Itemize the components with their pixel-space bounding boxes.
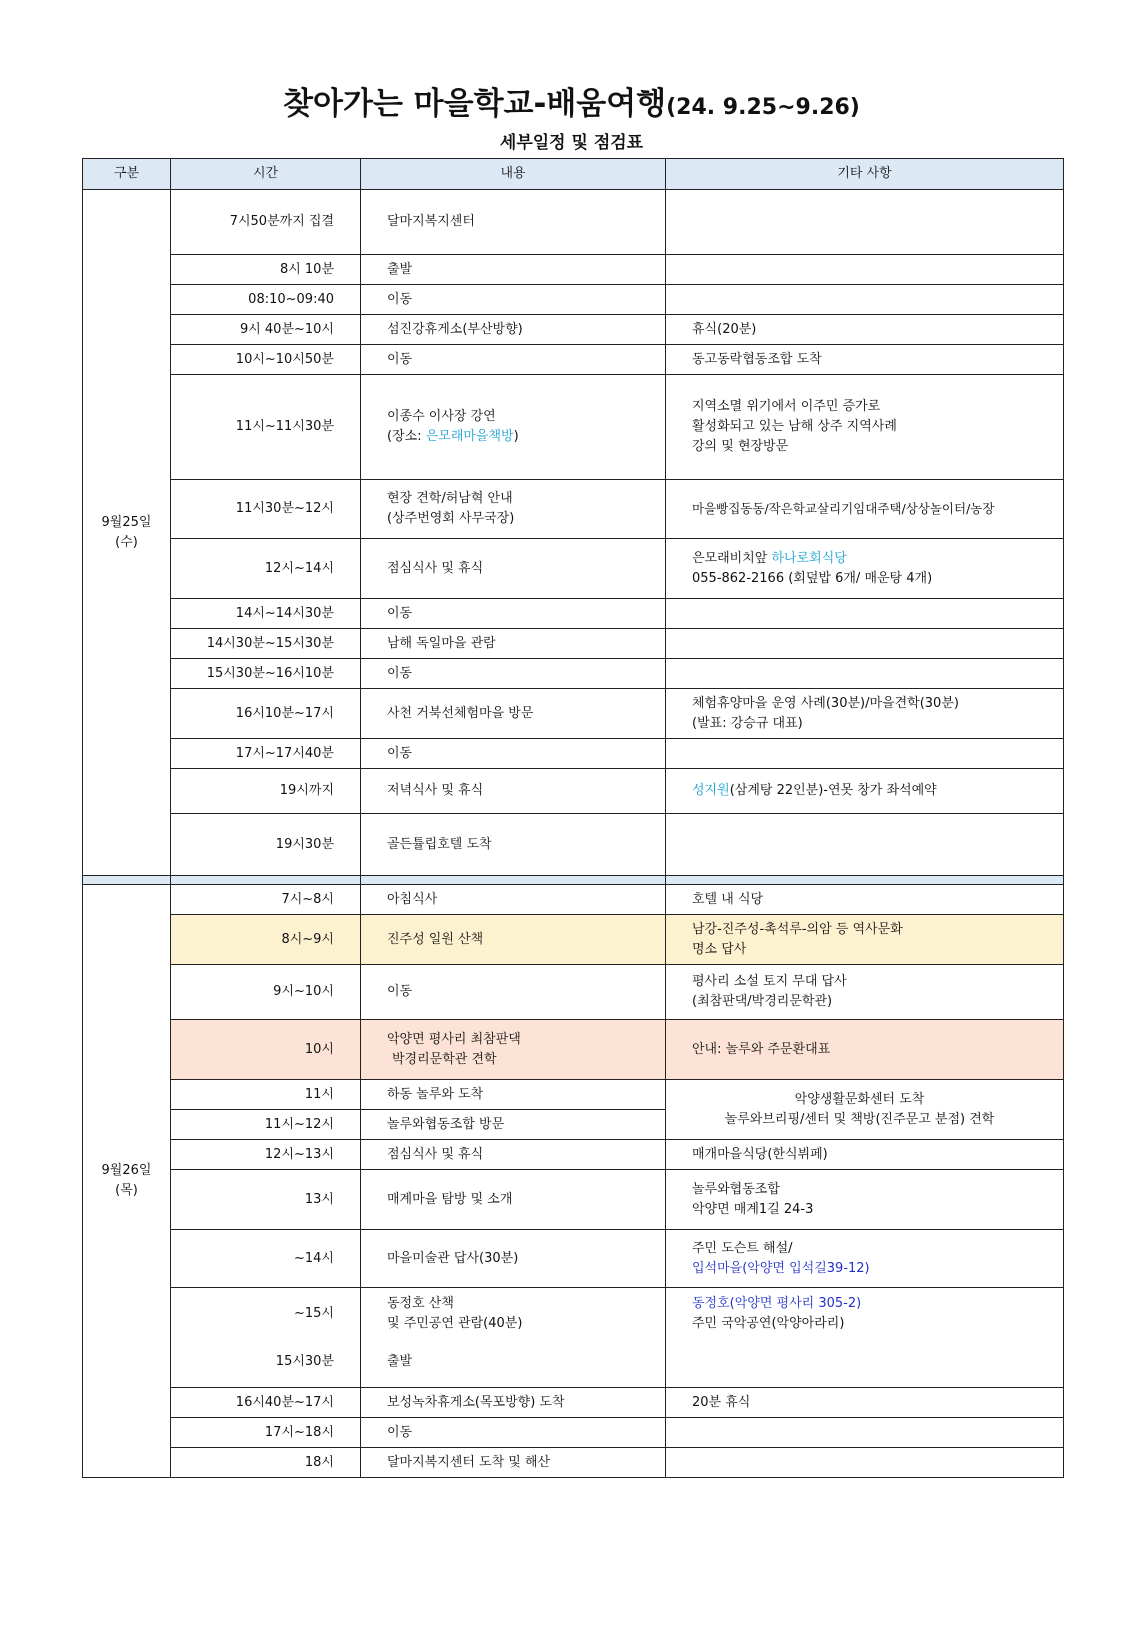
time-cell: 19시까지 [171,769,361,814]
etc-cell [666,689,1064,739]
etc-cell [666,659,1064,689]
content-cell: 마을미술관 답사(30분) [361,1230,666,1288]
etc-cell: 매개마을식당(한식뷔페) [666,1140,1064,1170]
title-main: 찾아가는 마을학교-배움여행 [283,86,667,122]
table-row [83,1230,1064,1288]
content-cell: 이동 [361,659,666,689]
time-cell: 10시 [171,1020,361,1080]
content-cell: 사천 거북선체험마을 방문 [361,689,666,739]
address-link: 동정호(악양면 평사리 305-2) [692,1296,862,1311]
place-suffix: ) [513,429,519,444]
etc-cell [666,285,1064,315]
header-etc: 기타 사항 [666,159,1064,190]
etc-line: (발표: 강승규 대표) [692,715,803,731]
table-row [83,885,1064,915]
etc-cell: 안내: 놀루와 주문환대표 [666,1020,1064,1080]
table-row-highlight [83,915,1064,965]
table-row [83,1288,1064,1388]
content-cell: 매계마을 탐방 및 소개 [361,1170,666,1230]
etc-line: 악양생활문화센터 도착 [794,1091,925,1107]
etc-cell [666,599,1064,629]
schedule-table [82,158,1064,1478]
etc-line: 강의 및 현장방문 [692,439,789,454]
etc-line [692,549,1053,569]
content-line: 악양면 평사리 최참판댁 [387,1031,521,1047]
time-cell: 13시 [171,1170,361,1230]
content-cell: 아침식사 [361,885,666,915]
etc-line: 악양면 매계1길 24-3 [692,1201,814,1217]
time-cell: ~14시 [171,1230,361,1288]
time-cell: 8시 10분 [171,255,361,285]
page-subtitle: 세부일정 및 점검표 [499,133,644,153]
content-cell: 이동 [361,599,666,629]
content-line [387,427,655,447]
table-row [83,345,1064,375]
table-row [83,1140,1064,1170]
time-cell: 14시30분~15시30분 [171,629,361,659]
address-link: 입석마을(악양면 입석길39-12) [692,1260,870,1276]
etc-cell [666,1448,1064,1478]
table-row [83,480,1064,539]
place-link: 은모래마을책방 [425,429,514,444]
time-cell: 7시~8시 [171,885,361,915]
etc-cell: 호텔 내 식당 [666,885,1064,915]
etc-line: (최참판댁/박경리문학관) [692,994,833,1009]
content-cell: 이동 [361,739,666,769]
content-cell: 섬진강휴게소(부산방향) [361,315,666,345]
content-line: (상주번영회 사무국장) [387,511,515,526]
content-cell: 골든튤립호텔 도착 [361,814,666,876]
etc-cell: 휴식(20분) [666,315,1064,345]
time-cell: 19시30분 [171,814,361,876]
time-cell: 11시 [171,1080,361,1110]
etc-line: 평사리 소설 토지 무대 답사 [692,974,847,989]
separator-cell [83,876,171,885]
table-row [83,1388,1064,1418]
restaurant-link: 성지원 [692,783,730,798]
table-row [83,814,1064,876]
table-row [83,315,1064,345]
day1-cell [83,190,171,876]
table-row [83,255,1064,285]
table-row [83,739,1064,769]
etc-cell [666,1288,1064,1388]
time-cell: 12시~13시 [171,1140,361,1170]
etc-cell [666,739,1064,769]
content-cell [361,1288,666,1388]
time-cell: 11시30분~12시 [171,480,361,539]
content-cell: 이동 [361,1418,666,1448]
etc-cell: 동고동락협동조합 도착 [666,345,1064,375]
etc-line: 놀루와브리핑/센터 및 책방(진주문고 분점) 견학 [724,1111,995,1127]
time-cell: 15시30분~16시10분 [171,659,361,689]
separator-cell [666,876,1064,885]
content-cell [361,1020,666,1080]
table-row [83,1170,1064,1230]
time-cell: 17시~18시 [171,1418,361,1448]
time-line: ~15시 [294,1306,334,1321]
day2-cell [83,885,171,1478]
day1-weekday: (수) [115,534,138,550]
content-line: 현장 견학/허남혁 안내 [387,491,513,506]
table-row [83,769,1064,814]
table-row [83,190,1064,255]
time-cell: 16시40분~17시 [171,1388,361,1418]
page-title [0,78,1143,123]
header-row [83,159,1064,190]
content-cell: 진주성 일원 산책 [361,915,666,965]
header-content: 내용 [361,159,666,190]
etc-line: 지역소멸 위기에서 이주민 증가로 [692,399,881,414]
restaurant-link: 하나로회식당 [771,550,847,566]
etc-cell: 20분 휴식 [666,1388,1064,1418]
content-cell [361,375,666,480]
etc-line: 체험휴양마을 운영 사례(30분)/마을견학(30분) [692,695,959,711]
etc-cell [666,375,1064,480]
etc-cell [666,629,1064,659]
content-cell: 달마지복지센터 도착 및 해산 [361,1448,666,1478]
table-row [83,689,1064,739]
content-cell: 달마지복지센터 [361,190,666,255]
table-row-highlight [83,1020,1064,1080]
table-row [83,599,1064,629]
time-cell: 8시~9시 [171,915,361,965]
time-cell: 14시~14시30분 [171,599,361,629]
content-cell: 이동 [361,285,666,315]
etc-line: 명소 답사 [692,941,747,957]
etc-text: 은모래비치앞 [692,550,772,566]
etc-line: 055-862-2166 (회덮밥 6개/ 매운탕 4개) [692,570,933,586]
separator-cell [361,876,666,885]
time-cell: 7시50분까지 집결 [171,190,361,255]
time-cell: 16시10분~17시 [171,689,361,739]
table-row [83,375,1064,480]
table-row [83,1448,1064,1478]
etc-cell: 마을빵집동동/작은학교살리기임대주택/상상놀이터/농장 [666,480,1064,539]
etc-cell [666,1080,1064,1140]
content-line: 박경리문학관 견학 [392,1051,497,1067]
etc-line: 놀루와협동조합 [692,1181,780,1197]
title-date: (24. 9.25~9.26) [666,95,860,120]
etc-cell [666,769,1064,814]
content-cell: 보성녹차휴게소(목포방향) 도착 [361,1388,666,1418]
etc-line: 남강-진주성-촉석루-의암 등 역사문화 [692,921,903,937]
table-row [83,1418,1064,1448]
content-cell: 남해 독일마을 관람 [361,629,666,659]
etc-cell [666,965,1064,1020]
etc-cell [666,190,1064,255]
etc-cell [666,539,1064,599]
place-prefix: (장소: [387,429,426,444]
header-time: 시간 [171,159,361,190]
day1-label: 9월25일 [101,514,152,530]
day-separator [83,876,1064,885]
content-line: 출발 [387,1354,413,1369]
etc-cell [666,1418,1064,1448]
content-cell: 점심식사 및 휴식 [361,1140,666,1170]
table-row [83,659,1064,689]
etc-line: 주민 도슨트 해설/ [692,1240,793,1256]
time-cell [171,1288,361,1388]
time-cell: 10시~10시50분 [171,345,361,375]
time-cell: 9시~10시 [171,965,361,1020]
table-row [83,1080,1064,1110]
time-cell: 18시 [171,1448,361,1478]
content-line: 및 주민공연 관람(40분) [387,1316,523,1331]
day2-weekday: (목) [115,1183,138,1198]
etc-cell [666,255,1064,285]
time-cell: 11시~11시30분 [171,375,361,480]
content-cell: 저녁식사 및 휴식 [361,769,666,814]
header-category: 구분 [83,159,171,190]
time-cell: 08:10~09:40 [171,285,361,315]
table-row [83,629,1064,659]
time-cell: 12시~14시 [171,539,361,599]
content-line: 이종수 이사장 강연 [387,409,496,424]
table-row [83,539,1064,599]
table-row [83,285,1064,315]
content-line: 동정호 산책 [387,1296,454,1311]
table-row [83,965,1064,1020]
content-cell [361,480,666,539]
content-cell: 이동 [361,345,666,375]
etc-line: 활성화되고 있는 남해 상주 지역사례 [692,419,897,434]
etc-text: (삼계탕 22인분)-연못 창가 좌석예약 [729,783,937,798]
etc-cell [666,814,1064,876]
content-cell: 놀루와협동조합 방문 [361,1110,666,1140]
separator-cell [171,876,361,885]
time-cell: 9시 40분~10시 [171,315,361,345]
time-cell: 11시~12시 [171,1110,361,1140]
day2-label: 9월26일 [101,1163,152,1178]
time-line: 15시30분 [275,1354,334,1369]
content-cell: 하동 놀루와 도착 [361,1080,666,1110]
etc-cell [666,1230,1064,1288]
etc-cell [666,915,1064,965]
content-cell: 점심식사 및 휴식 [361,539,666,599]
etc-cell [666,1170,1064,1230]
content-cell: 출발 [361,255,666,285]
time-cell: 17시~17시40분 [171,739,361,769]
etc-line: 주민 국악공연(악양아라리) [692,1316,845,1331]
content-cell: 이동 [361,965,666,1020]
